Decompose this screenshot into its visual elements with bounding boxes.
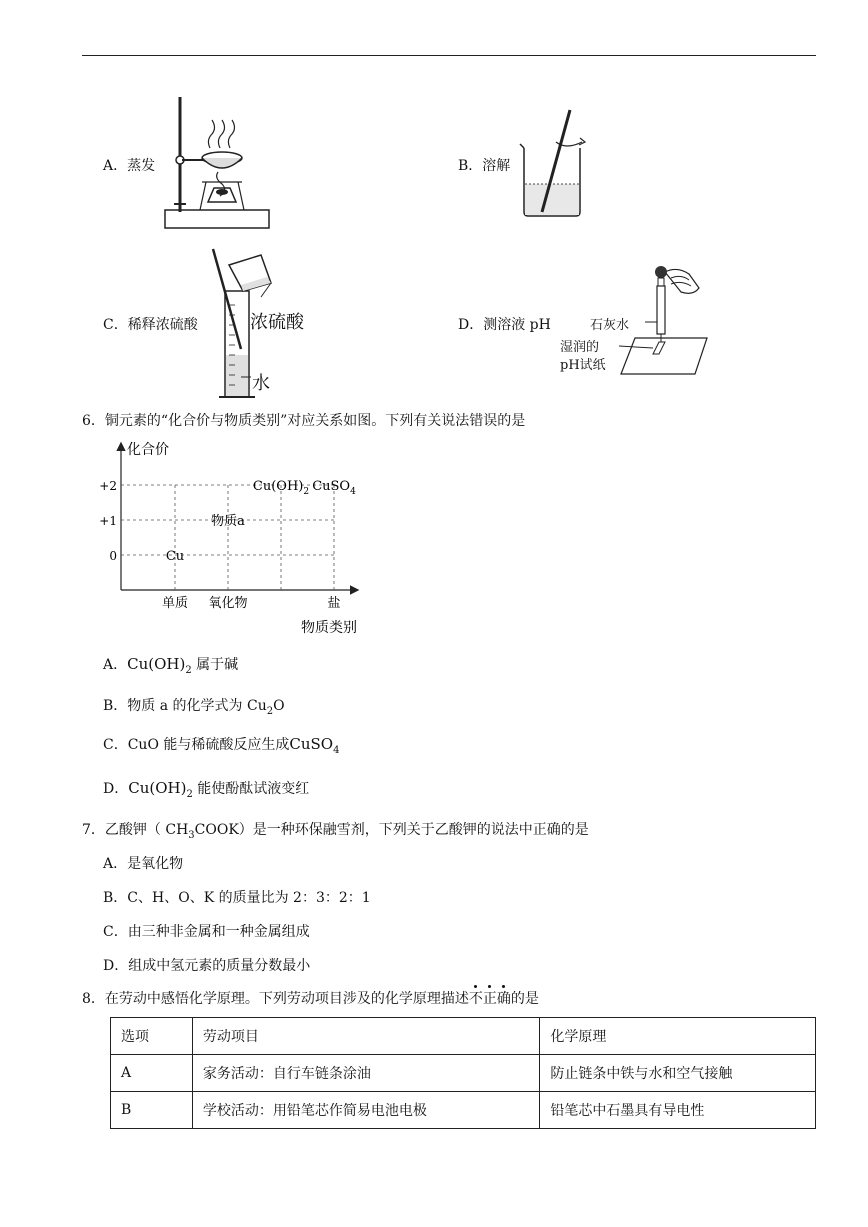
label-wet-ph-paper-line1: 湿润的 xyxy=(560,340,600,355)
q6-option-a[interactable]: A．$Cu(OH)_2$ 属于碱 xyxy=(103,655,239,676)
q8-table xyxy=(110,1017,816,1129)
chart-x-ticks xyxy=(162,595,341,611)
label-limewater: 石灰水 xyxy=(590,318,630,333)
ph-test-illustration xyxy=(615,262,715,378)
table-cell: 防止链条中铁与水和空气接触 xyxy=(540,1055,816,1092)
table-cell: 学校活动：用铅笔芯作简易电池电极 xyxy=(192,1092,539,1129)
chart-point-label: 物质a xyxy=(211,514,245,529)
chart-point-label: $Cu(OH)_2$ xyxy=(252,479,310,497)
table-header-option: 选项 xyxy=(111,1018,193,1055)
q5-option-c[interactable]: C．稀释浓硫酸 xyxy=(103,317,198,333)
table-cell: B xyxy=(111,1092,193,1129)
table-cell: A xyxy=(111,1055,193,1092)
chart-grid xyxy=(121,485,337,590)
chart-x-tick-label: 盐 xyxy=(327,596,341,611)
table-header-principle: 化学原理 xyxy=(540,1018,816,1055)
q8-stem: 8．在劳动中感悟化学原理。下列劳动项目涉及的化学原理描述不正确的是 xyxy=(82,991,539,1007)
chart-point-label-subscript: 2 xyxy=(303,487,310,497)
dissolving-beaker-illustration xyxy=(518,108,598,220)
table-header-labor-item: 劳动项目 xyxy=(192,1018,539,1055)
header-rule xyxy=(82,55,816,56)
chart-y-tick-label: +1 xyxy=(99,514,117,528)
q7-stem: 7．乙酸钾（ $CH_3COOK$）是一种环保融雪剂，下列关于乙酸钾的说法中正确的是 xyxy=(82,822,589,841)
valence-category-chart xyxy=(95,432,395,642)
chart-y-tick-label: 0 xyxy=(109,549,117,563)
q6-option-c[interactable]: C．CuO 能与稀硫酸反应生成CuSO$_4$ xyxy=(103,735,340,756)
chart-points xyxy=(166,479,356,564)
q7-option-d[interactable]: D．组成中氢元素的质量分数最小 xyxy=(103,958,311,974)
q8-emphasis-char: 确 xyxy=(496,991,511,1007)
q7-option-b[interactable]: B．C、H、O、K 的质量比为 2：3：2：1 xyxy=(103,890,371,906)
q5-option-d[interactable]: D．测溶液 pH xyxy=(458,317,551,333)
q6-stem: 6．铜元素的“化合价与物质类别”对应关系如图。下列有关说法错误的是 xyxy=(82,413,526,429)
chart-point-label: CuSO$_4$ xyxy=(312,479,356,497)
label-concentrated-acid: 浓硫酸 xyxy=(250,312,304,333)
q6-option-b[interactable]: B．物质 a 的化学式为 $Cu_2O$ xyxy=(103,698,285,717)
table-cell: 铅笔芯中石墨具有导电性 xyxy=(540,1092,816,1129)
evaporation-apparatus-illustration xyxy=(160,92,275,232)
chart-y-tick-label: +2 xyxy=(99,479,117,493)
label-wet-ph-paper-line2: pH试纸 xyxy=(560,358,606,373)
chart-x-tick-label: 氧化物 xyxy=(208,596,248,611)
q6-option-d[interactable]: D．$Cu(OH)_2$ 能使酚酞试液变红 xyxy=(103,779,310,800)
q7-option-c[interactable]: C．由三种非金属和一种金属组成 xyxy=(103,924,310,940)
q5-option-a[interactable]: A．蒸发 xyxy=(103,158,156,174)
chart-xlabel: 物质类别 xyxy=(301,620,357,636)
chart-y-ticks xyxy=(99,479,117,563)
table-row xyxy=(111,1092,816,1129)
label-water: 水 xyxy=(252,373,270,394)
table-row xyxy=(111,1055,816,1092)
q5-option-b[interactable]: B．溶解 xyxy=(458,158,511,174)
q8-emphasis-char: 不 xyxy=(468,991,483,1007)
q7-option-a[interactable]: A．是氧化物 xyxy=(103,856,184,872)
q8-emphasis-char: 正 xyxy=(482,991,497,1007)
chart-point-label-subscript: 4 xyxy=(350,487,356,497)
chart-x-tick-label: 单质 xyxy=(161,596,189,611)
chart-point-label: Cu xyxy=(165,549,185,564)
table-cell: 家务活动：自行车链条涂油 xyxy=(192,1055,539,1092)
table-header-row xyxy=(111,1018,816,1055)
chart-ylabel: 化合价 xyxy=(127,442,169,458)
